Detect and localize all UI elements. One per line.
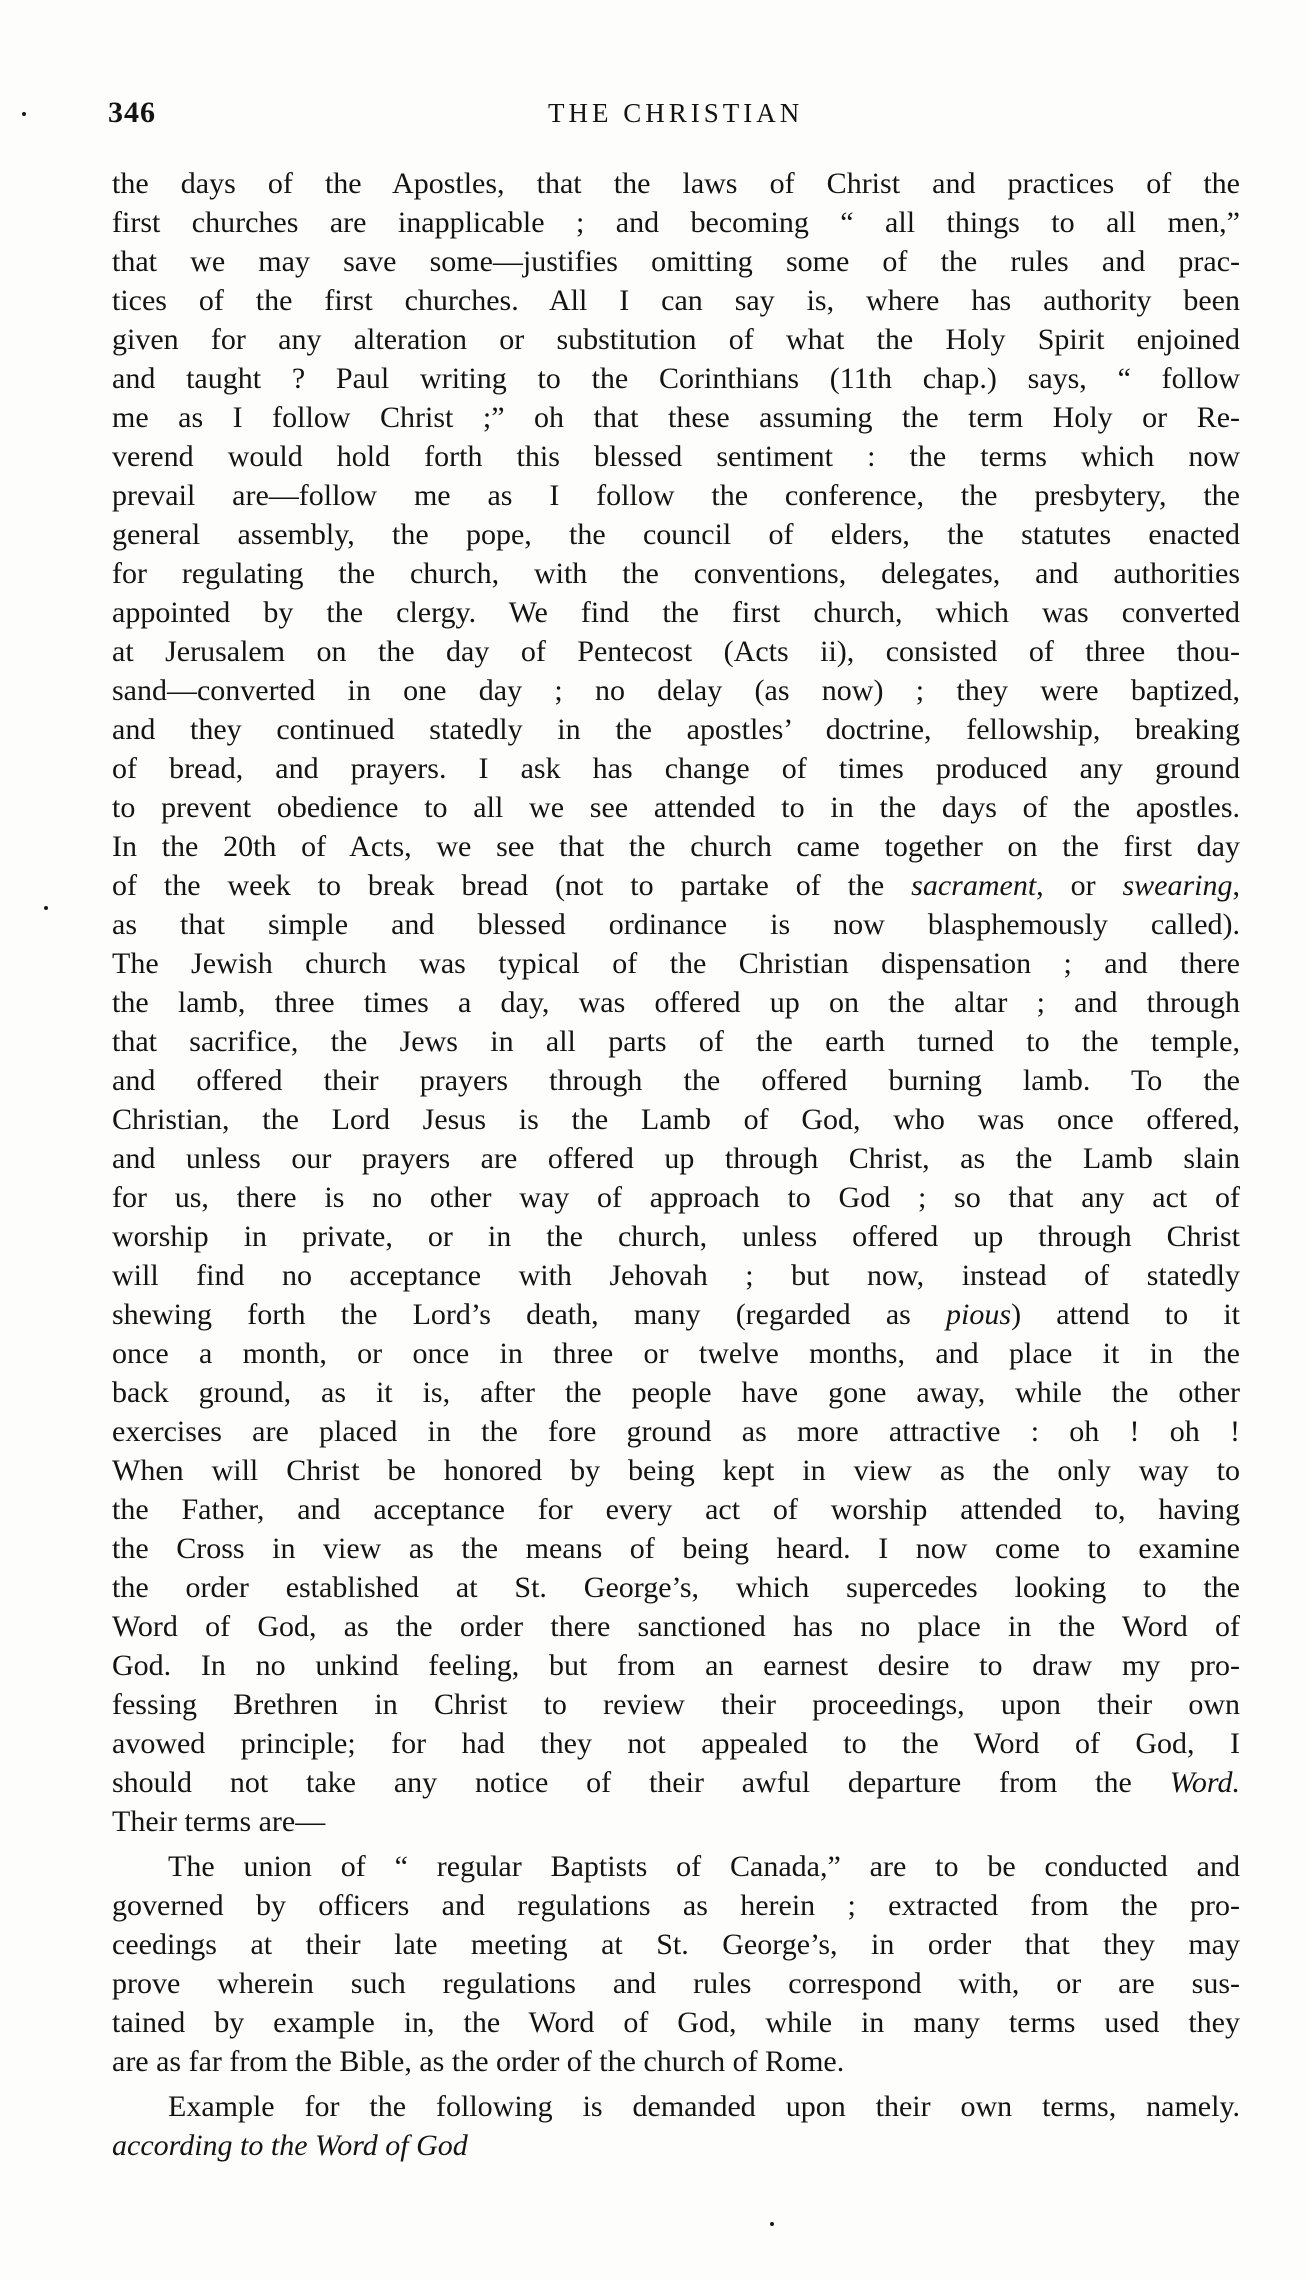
text-line: verend would hold forth this blessed sentiment : the terms which now [112,440,1240,473]
text-line [112,1763,1240,1802]
text-line: to prevent obedience to all we see attended to in the days of the apostles. [112,791,1240,824]
text-line: avowed principle; for had they not appealed to the Word of God, I [112,1727,1240,1760]
text-line: ceedings at their late meeting at St. George’s, in order that they may [112,1928,1240,1961]
text-line: me as I follow Christ ;” oh that these assuming the term Holy or Re- [112,401,1240,434]
line-segment: , or [1036,869,1123,902]
text-line: are as far from the Bible, as the order of the church of Rome. [112,2045,845,2078]
emphasized-text: according to the Word of God [112,2129,468,2162]
text-line: the lamb, three times a day, was offered up on the altar ; and through [112,986,1240,1019]
text-line: and unless our prayers are offered up through Christ, as the Lamb slain [112,1142,1240,1175]
text-line: Christian, the Lord Jesus is the Lamb of God, who was once offered, [112,1103,1240,1136]
text-line: When will Christ be honored by being kept in view as the only way to [112,1454,1240,1487]
text-line: fessing Brethren in Christ to review their proceedings, upon their own [112,1688,1240,1721]
text-line [112,866,1240,905]
text-line: for us, there is no other way of approach to God ; so that any act of [112,1181,1240,1214]
text-line: the Father, and acceptance for every act of worship attended to, having [112,1493,1240,1526]
text-line: for regulating the church, with the conventions, delegates, and authorities [112,557,1240,590]
text-line: worship in private, or in the church, unless offered up through Christ [112,1220,1240,1253]
page-header [108,96,1244,144]
text-line: Their terms are— [112,1805,326,1838]
text-line: back ground, as it is, after the people have gone away, while the other [112,1376,1240,1409]
emphasized-text: pious [946,1298,1012,1331]
text-line: first churches are inapplicable ; and becoming “ all things to all men,” [112,206,1240,239]
text-line: the days of the Apostles, that the laws of Christ and practices of the [112,167,1240,200]
emphasized-text: Word. [1169,1766,1240,1799]
ink-speck [44,906,48,910]
text-line: sand—converted in one day ; no delay (as now) ; they were baptized, [112,674,1240,707]
text-line: The Jewish church was typical of the Christian dispensation ; and there [112,947,1240,980]
ink-speck [22,112,26,116]
line-segment: of the week to break bread (not to partake of the [112,869,912,902]
line-segment: shewing forth the Lord’s death, many (regarded as [112,1298,947,1331]
page-number: 346 [108,96,156,129]
text-line: at Jerusalem on the day of Pentecost (Acts ii), consisted of three thou- [112,635,1240,668]
ink-speck [770,2222,774,2226]
text-line: prevail are—follow me as I follow the conference, the presbytery, the [112,479,1240,512]
running-title: THE CHRISTIAN [548,98,804,128]
text-line: general assembly, the pope, the council of elders, the statutes enacted [112,518,1240,551]
line-segment: , [1232,869,1240,902]
text-line: and taught ? Paul writing to the Corinthians (11th chap.) says, “ follow [112,362,1240,395]
text-line: exercises are placed in the fore ground as more attractive : oh ! oh ! [112,1415,1240,1448]
text-line: given for any alteration or substitution of what the Holy Spirit enjoined [112,323,1240,356]
line-segment: ) attend to it [1011,1298,1241,1331]
text-line: Word of God, as the order there sanctioned has no place in the Word of [112,1610,1240,1643]
text-line: tices of the first churches. All I can say is, where has authority been [112,284,1240,317]
text-line: and offered their prayers through the offered burning lamb. To the [112,1064,1240,1097]
body-text [112,164,1240,2165]
text-line: and they continued statedly in the apostles’ doctrine, fellowship, breaking [112,713,1240,746]
text-line: as that simple and blessed ordinance is now blasphemously called). [112,908,1240,941]
text-line: that we may save some—justifies omitting some of the rules and prac- [112,245,1240,278]
text-line: prove wherein such regulations and rules correspond with, or are sus- [112,1967,1240,2000]
text-line: The union of “ regular Baptists of Canada,” are to be conducted and [168,1850,1240,1883]
text-line: of bread, and prayers. I ask has change of times produced any ground [112,752,1240,785]
line-segment: should not take any notice of their awful departure from the [112,1766,1170,1799]
text-line: once a month, or once in three or twelve months, and place it in the [112,1337,1240,1370]
text-line: the order established at St. George’s, which supercedes looking to the [112,1571,1240,1604]
emphasized-text: sacrament [911,869,1037,902]
text-line: will find no acceptance with Jehovah ; but now, instead of statedly [112,1259,1240,1292]
text-line: Example for the following is demanded upon their own terms, namely. [168,2090,1240,2123]
text-line: governed by officers and regulations as herein ; extracted from the pro- [112,1889,1240,1922]
text-line [112,1295,1240,1334]
text-line: tained by example in, the Word of God, while in many terms used they [112,2006,1240,2039]
text-line [112,2126,1240,2165]
text-line: appointed by the clergy. We find the first church, which was converted [112,596,1240,629]
text-line: the Cross in view as the means of being heard. I now come to examine [112,1532,1240,1565]
text-line: God. In no unkind feeling, but from an earnest desire to draw my pro- [112,1649,1240,1682]
text-line: that sacrifice, the Jews in all parts of the earth turned to the temple, [112,1025,1240,1058]
text-line: In the 20th of Acts, we see that the church came together on the first day [112,830,1240,863]
emphasized-text: swearing [1122,869,1233,902]
